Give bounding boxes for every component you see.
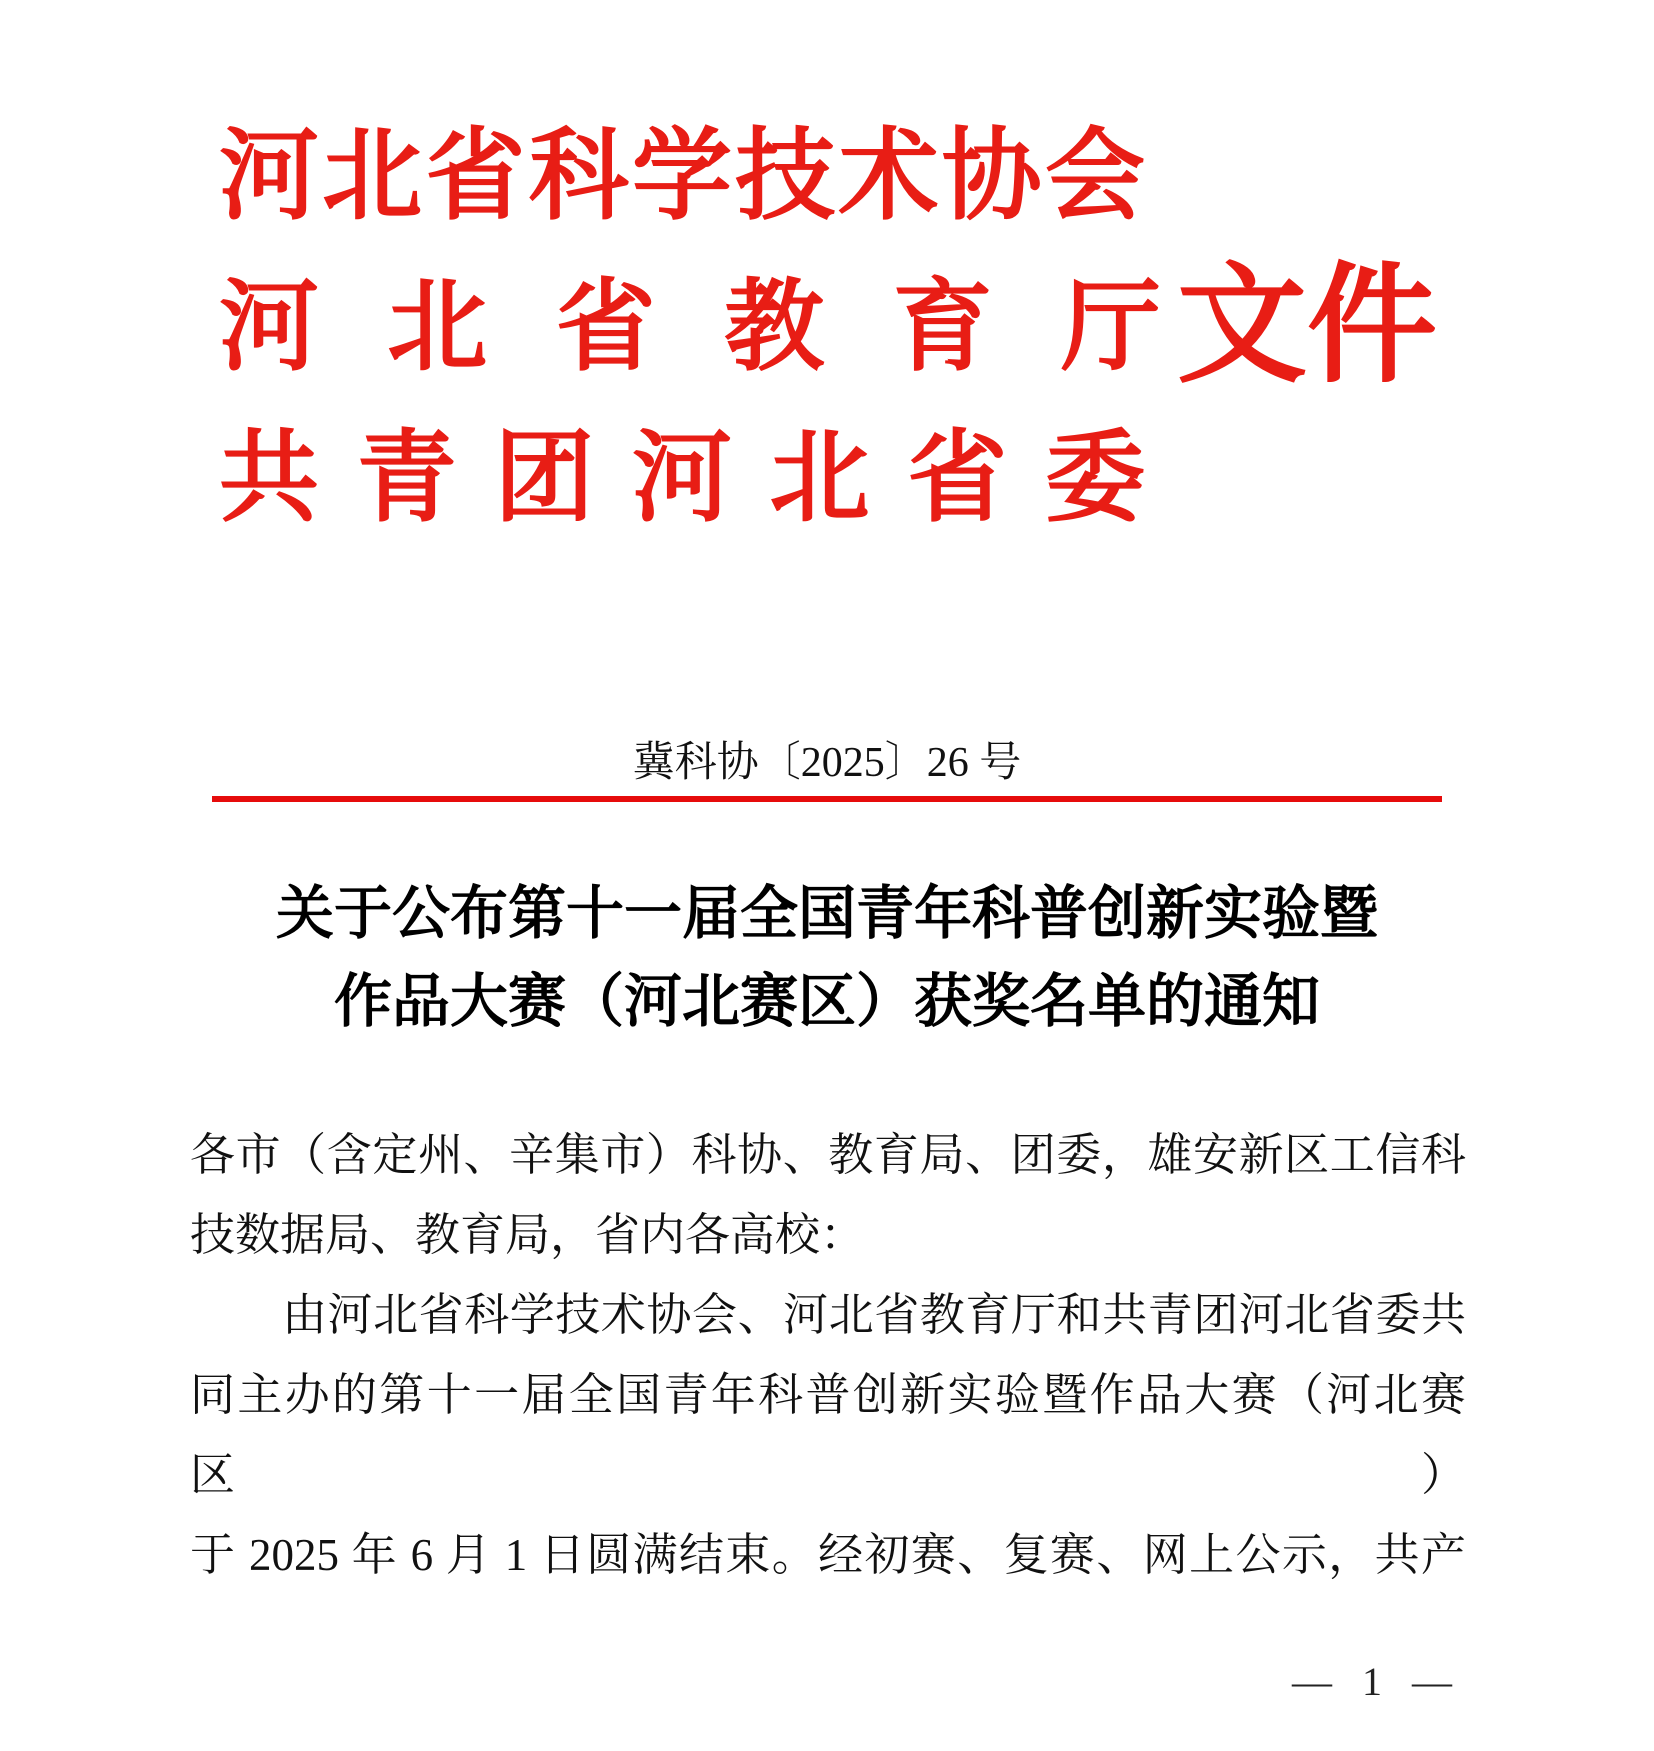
letterhead-org-1: 河北省科学技术协会 <box>219 121 1145 232</box>
document-title-line-2: 作品大赛（河北赛区）获奖名单的通知 <box>333 969 1320 1034</box>
letterhead <box>219 121 1438 534</box>
salutation-line-2: 技数据局、教育局，省内各高校： <box>190 1210 866 1260</box>
salutation-line-1: 各市（含定州、辛集市）科协、教育局、团委，雄安新区工信科 <box>190 1130 1466 1180</box>
letterhead-document-word: 文件 <box>1177 255 1438 399</box>
red-divider-line <box>212 796 1442 802</box>
paragraph-line-3: 于 2025 年 6 月 1 日圆满结束。经初赛、复赛、网上公示，共产 <box>190 1530 1466 1580</box>
page-number: — 1 — <box>1292 1659 1462 1704</box>
letterhead-row-2 <box>219 255 1438 399</box>
document-title-line-1: 关于公布第十一届全国青年科普创新实验暨 <box>275 881 1378 946</box>
document-number: 冀科协〔2025〕26 号 <box>632 740 1022 786</box>
document-title <box>0 870 1654 1046</box>
paragraph-line-1: 由河北省科学技术协会、河北省教育厅和共青团河北省委共 <box>282 1290 1466 1340</box>
paragraph-line-2: 同主办的第十一届全国青年科普创新实验暨作品大赛（河北赛区） <box>190 1370 1466 1500</box>
letterhead-org-2: 河北省教育厅 <box>219 271 1161 383</box>
letterhead-org-3: 共青团河北省委 <box>219 422 1145 534</box>
document-body <box>190 1115 1466 1595</box>
